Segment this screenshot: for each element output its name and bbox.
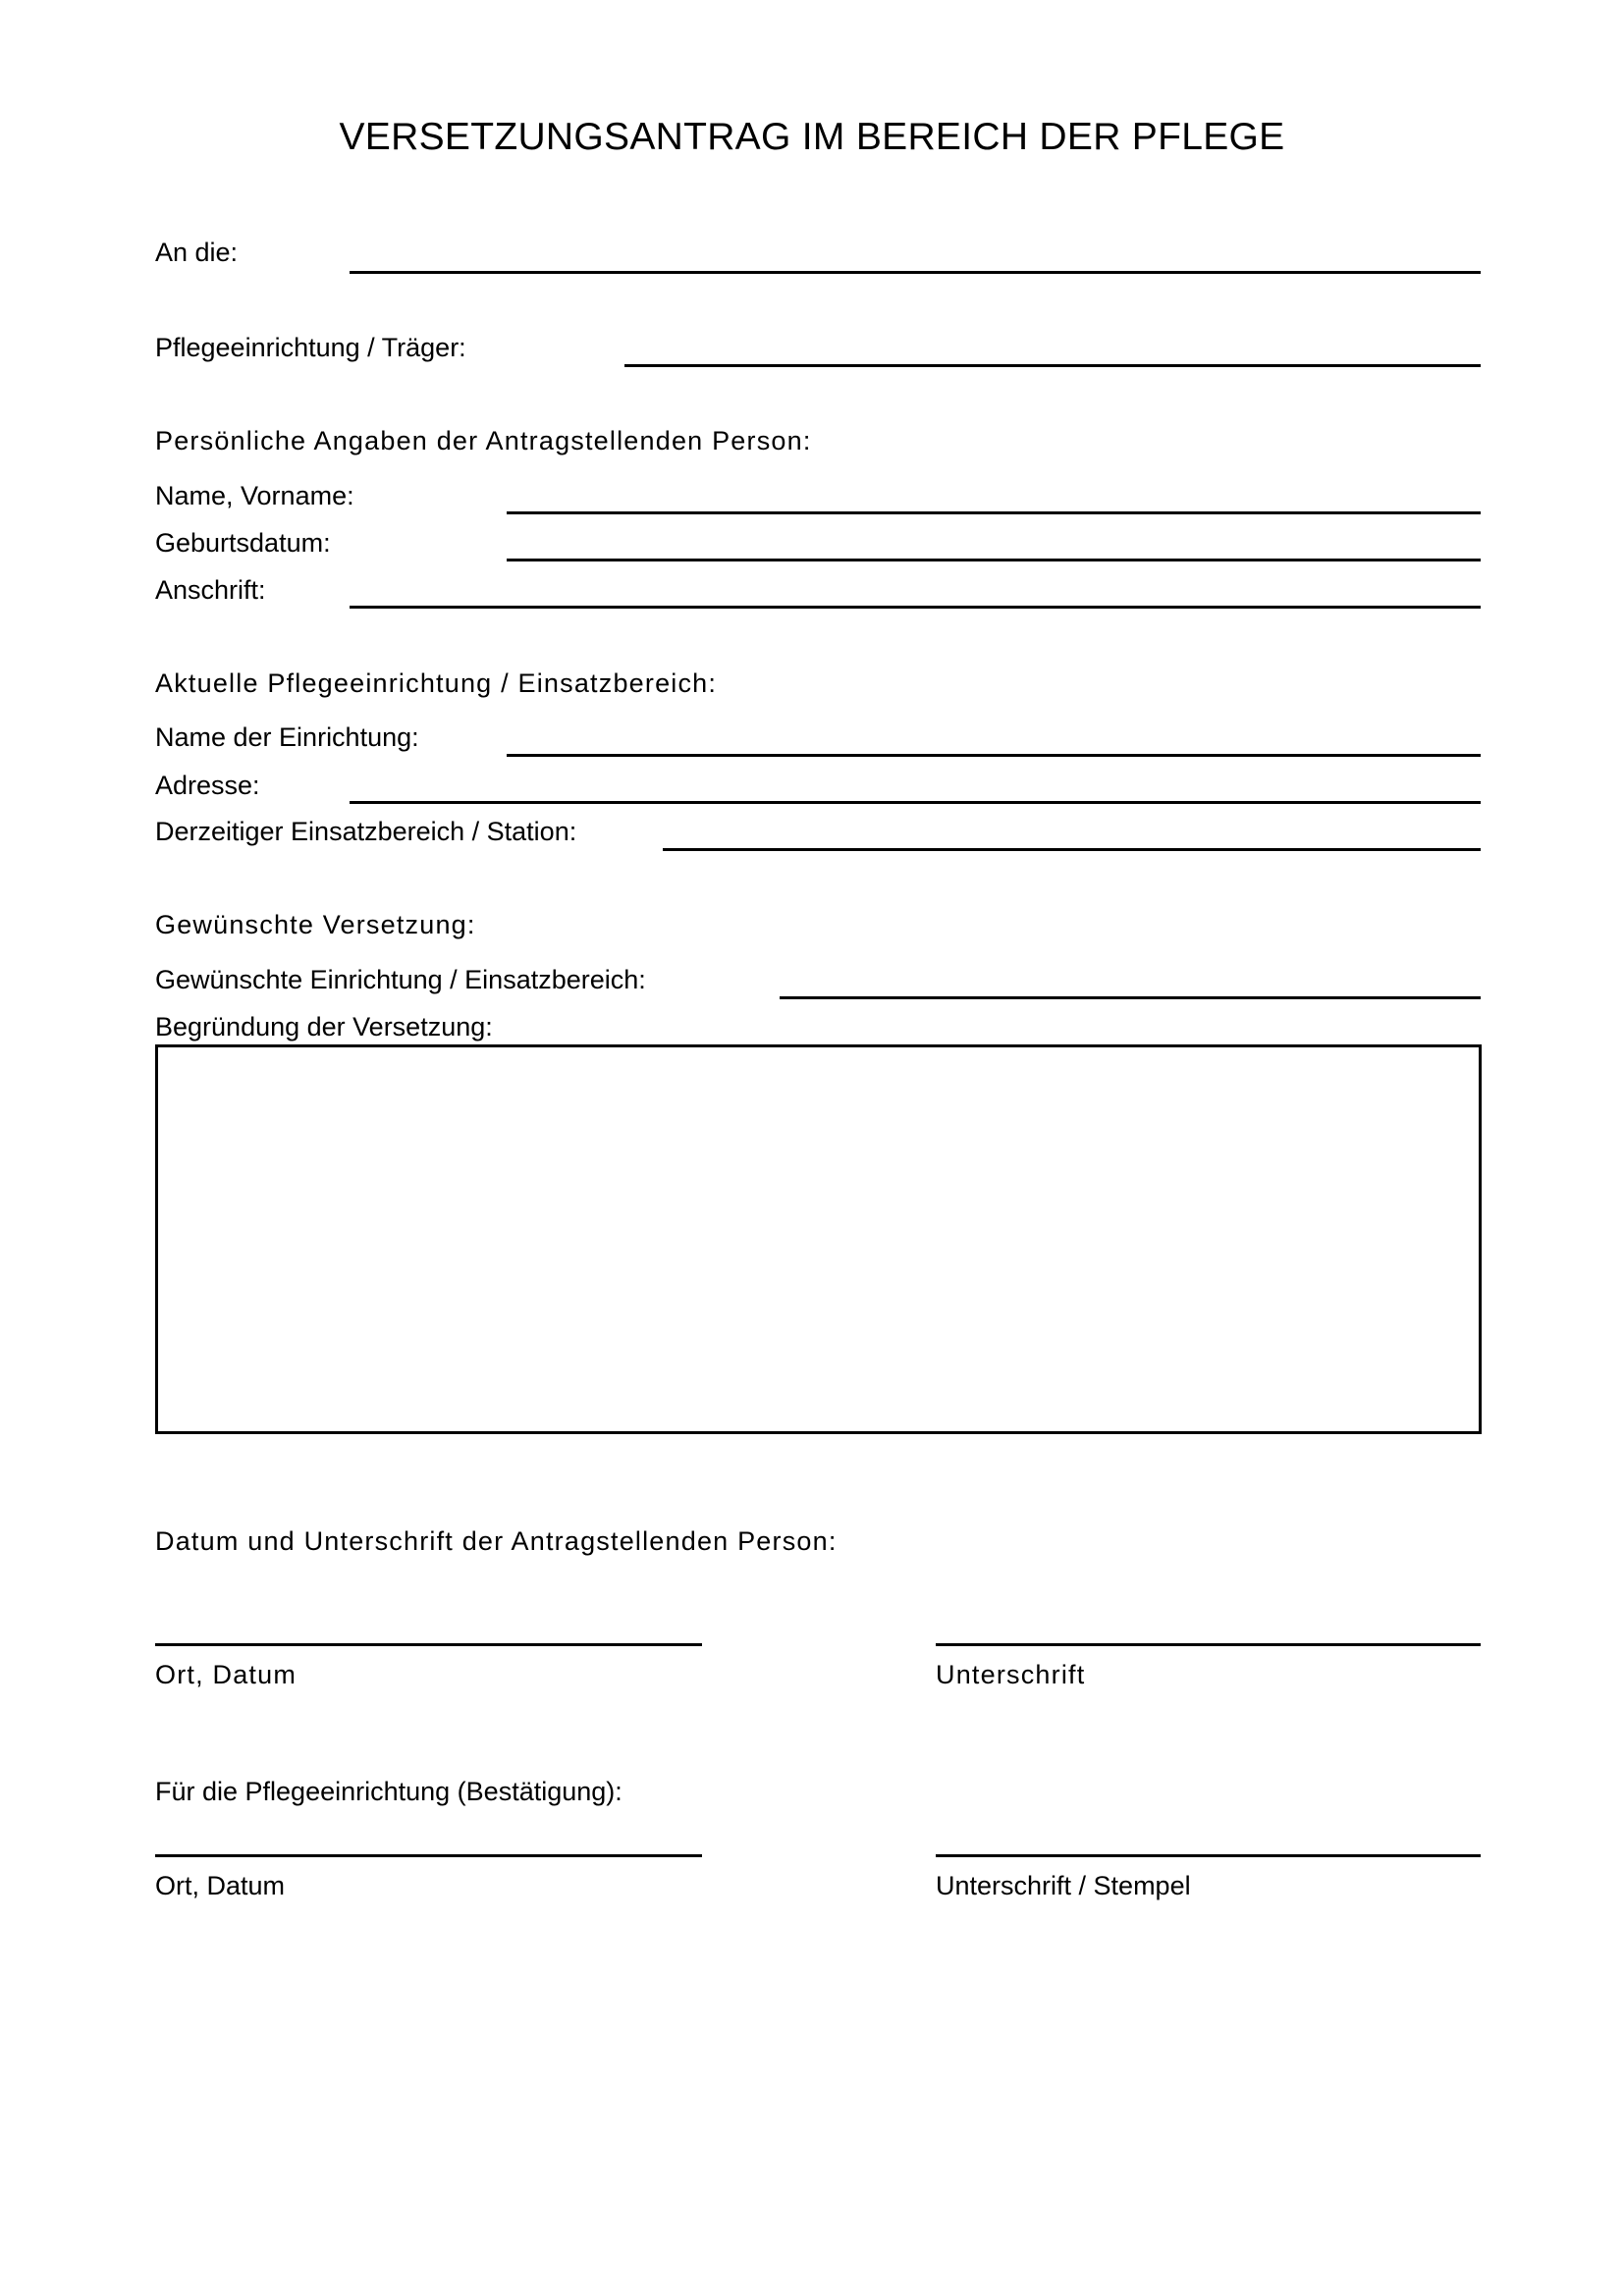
desired-heading: Gewünschte Versetzung: (155, 910, 476, 939)
current-area-label: Derzeitiger Einsatzbereich / Station: (155, 817, 577, 846)
facility-signature-field[interactable] (936, 1854, 1481, 1857)
facility-address-label: Adresse: (155, 771, 260, 800)
form-title: VERSETZUNGSANTRAG IM BEREICH DER PFLEGE (339, 116, 1285, 158)
birthdate-label: Geburtsdatum: (155, 528, 331, 558)
desired-target-field[interactable] (780, 996, 1481, 999)
address-field[interactable] (350, 606, 1481, 609)
traeger-label: Pflegeeinrichtung / Träger: (155, 333, 466, 362)
an-die-field[interactable] (350, 271, 1481, 274)
name-field[interactable] (507, 511, 1481, 514)
facility-address-field[interactable] (350, 801, 1481, 804)
facility-place-date-field[interactable] (155, 1854, 702, 1857)
applicant-place-date-field[interactable] (155, 1643, 702, 1646)
applicant-signature-label: Unterschrift (936, 1660, 1086, 1689)
facility-name-label: Name der Einrichtung: (155, 722, 419, 752)
personal-heading: Persönliche Angaben der Antragstellenden Person: (155, 426, 812, 455)
an-die-label: An die: (155, 238, 239, 267)
name-label: Name, Vorname: (155, 481, 354, 510)
facility-confirmation-heading: Für die Pflegeeinrichtung (Bestätigung): (155, 1777, 623, 1806)
facility-signature-label: Unterschrift / Stempel (936, 1871, 1191, 1900)
applicant-signature-heading: Datum und Unterschrift der Antragstellenden Person: (155, 1526, 838, 1556)
current-area-field[interactable] (663, 848, 1481, 851)
facility-name-field[interactable] (507, 754, 1481, 757)
facility-place-date-label: Ort, Datum (155, 1871, 286, 1900)
reason-textbox[interactable] (155, 1044, 1482, 1434)
desired-target-label: Gewünschte Einrichtung / Einsatzbereich: (155, 965, 646, 994)
address-label: Anschrift: (155, 575, 266, 605)
traeger-field[interactable] (624, 364, 1481, 367)
applicant-signature-field[interactable] (936, 1643, 1481, 1646)
current-heading: Aktuelle Pflegeeinrichtung / Einsatzbereich: (155, 668, 718, 698)
reason-label: Begründung der Versetzung: (155, 1012, 493, 1041)
birthdate-field[interactable] (507, 559, 1481, 561)
applicant-place-date-label: Ort, Datum (155, 1660, 298, 1689)
